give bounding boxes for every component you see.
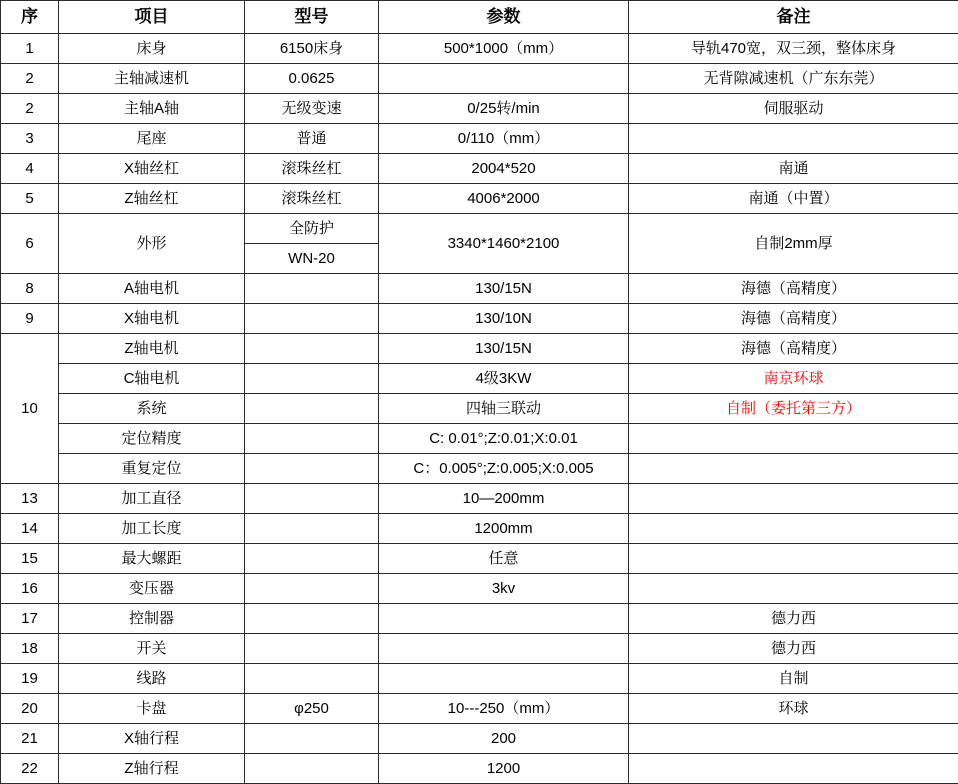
cell-note: 自制（委托第三方） — [629, 394, 958, 424]
table-row — [1, 64, 958, 94]
cell-seq: 2 — [1, 94, 59, 124]
table-row — [1, 274, 958, 304]
cell-model — [245, 574, 379, 604]
table-header-row — [1, 1, 958, 34]
cell-note: 海德（高精度） — [629, 274, 958, 304]
cell-param — [379, 664, 629, 694]
cell-item: 主轴减速机 — [59, 64, 245, 94]
cell-seq: 16 — [1, 574, 59, 604]
cell-item: 重复定位 — [59, 454, 245, 484]
table-row — [1, 664, 958, 694]
cell-item: X轴电机 — [59, 304, 245, 334]
cell-item: 床身 — [59, 34, 245, 64]
cell-param: 任意 — [379, 544, 629, 574]
cell-item: 加工直径 — [59, 484, 245, 514]
cell-param — [379, 634, 629, 664]
cell-model — [245, 544, 379, 574]
cell-seq: 19 — [1, 664, 59, 694]
table-row — [1, 484, 958, 514]
cell-param: 130/15N — [379, 334, 629, 364]
cell-param: 3340*1460*2100 — [379, 214, 629, 274]
cell-item: 加工长度 — [59, 514, 245, 544]
cell-model — [245, 424, 379, 454]
cell-param: 0/25转/min — [379, 94, 629, 124]
cell-param: C: 0.01°;Z:0.01;X:0.01 — [379, 424, 629, 454]
table-row — [1, 94, 958, 124]
cell-item: 定位精度 — [59, 424, 245, 454]
column-header-param: 参数 — [379, 1, 629, 34]
cell-param: 1200 — [379, 754, 629, 784]
cell-param: 500*1000（mm） — [379, 34, 629, 64]
cell-model: 滚珠丝杠 — [245, 154, 379, 184]
cell-param: 1200mm — [379, 514, 629, 544]
cell-seq: 13 — [1, 484, 59, 514]
cell-seq: 17 — [1, 604, 59, 634]
cell-model: 滚珠丝杠 — [245, 184, 379, 214]
table-row — [1, 34, 958, 64]
cell-seq: 4 — [1, 154, 59, 184]
cell-seq: 5 — [1, 184, 59, 214]
cell-param: 4级3KW — [379, 364, 629, 394]
column-header-note: 备注 — [629, 1, 958, 34]
cell-note: 南通 — [629, 154, 958, 184]
table-row — [1, 154, 958, 184]
cell-item: 尾座 — [59, 124, 245, 154]
cell-model — [245, 514, 379, 544]
cell-item: 控制器 — [59, 604, 245, 634]
cell-note: 海德（高精度） — [629, 304, 958, 334]
cell-model: 0.0625 — [245, 64, 379, 94]
cell-model — [245, 604, 379, 634]
cell-note: 自制 — [629, 664, 958, 694]
table-row — [1, 454, 958, 484]
cell-param: 130/10N — [379, 304, 629, 334]
cell-item: 变压器 — [59, 574, 245, 604]
cell-note: 无背隙减速机（广东东莞） — [629, 64, 958, 94]
cell-model: 全防护 — [245, 214, 379, 244]
cell-model — [245, 394, 379, 424]
cell-item: 开关 — [59, 634, 245, 664]
table-row — [1, 334, 958, 364]
cell-param: 3kv — [379, 574, 629, 604]
cell-note: 德力西 — [629, 604, 958, 634]
cell-model — [245, 484, 379, 514]
table-row — [1, 514, 958, 544]
cell-item: X轴丝杠 — [59, 154, 245, 184]
cell-note — [629, 544, 958, 574]
table-row — [1, 394, 958, 424]
cell-item: Z轴丝杠 — [59, 184, 245, 214]
cell-model — [245, 634, 379, 664]
cell-item: X轴行程 — [59, 724, 245, 754]
cell-note: 南通（中置） — [629, 184, 958, 214]
cell-seq: 10 — [1, 334, 59, 484]
cell-item: 主轴A轴 — [59, 94, 245, 124]
cell-note — [629, 574, 958, 604]
cell-note: 自制2mm厚 — [629, 214, 958, 274]
cell-note — [629, 124, 958, 154]
table-row — [1, 184, 958, 214]
cell-item: 卡盘 — [59, 694, 245, 724]
cell-note — [629, 754, 958, 784]
table-row — [1, 544, 958, 574]
cell-param: 四轴三联动 — [379, 394, 629, 424]
cell-model — [245, 334, 379, 364]
cell-param: 10—200mm — [379, 484, 629, 514]
cell-model — [245, 304, 379, 334]
cell-param — [379, 604, 629, 634]
cell-item: 系统 — [59, 394, 245, 424]
cell-param — [379, 64, 629, 94]
cell-model — [245, 754, 379, 784]
cell-seq: 20 — [1, 694, 59, 724]
table-row — [1, 694, 958, 724]
table-row — [1, 754, 958, 784]
cell-param: 200 — [379, 724, 629, 754]
cell-note: 伺服驱动 — [629, 94, 958, 124]
cell-item: Z轴电机 — [59, 334, 245, 364]
cell-seq: 9 — [1, 304, 59, 334]
cell-seq: 8 — [1, 274, 59, 304]
cell-model — [245, 454, 379, 484]
cell-model — [245, 664, 379, 694]
cell-seq: 22 — [1, 754, 59, 784]
table-row — [1, 214, 958, 244]
table-header — [1, 1, 958, 34]
cell-seq: 6 — [1, 214, 59, 274]
cell-item: A轴电机 — [59, 274, 245, 304]
cell-param: 130/15N — [379, 274, 629, 304]
table-body — [1, 34, 958, 784]
cell-model: φ250 — [245, 694, 379, 724]
cell-param: 0/110（mm） — [379, 124, 629, 154]
table-row — [1, 364, 958, 394]
table-row — [1, 124, 958, 154]
cell-note: 南京环球 — [629, 364, 958, 394]
cell-seq: 3 — [1, 124, 59, 154]
cell-model — [245, 364, 379, 394]
column-header-item: 项目 — [59, 1, 245, 34]
cell-note: 环球 — [629, 694, 958, 724]
table-row — [1, 724, 958, 754]
cell-model — [245, 724, 379, 754]
cell-param: 2004*520 — [379, 154, 629, 184]
cell-model: 6150床身 — [245, 34, 379, 64]
cell-note — [629, 424, 958, 454]
cell-seq: 1 — [1, 34, 59, 64]
cell-param: 10---250（mm） — [379, 694, 629, 724]
table-row — [1, 424, 958, 454]
cell-seq: 14 — [1, 514, 59, 544]
cell-seq: 2 — [1, 64, 59, 94]
cell-note: 导轨470宽，双三颈，整体床身 — [629, 34, 958, 64]
column-header-seq: 序 — [1, 1, 59, 34]
column-header-model: 型号 — [245, 1, 379, 34]
cell-param: 4006*2000 — [379, 184, 629, 214]
cell-item: 外形 — [59, 214, 245, 274]
cell-model: 无级变速 — [245, 94, 379, 124]
cell-note: 海德（高精度） — [629, 334, 958, 364]
table-row — [1, 304, 958, 334]
cell-seq: 18 — [1, 634, 59, 664]
table-row — [1, 604, 958, 634]
cell-note — [629, 454, 958, 484]
cell-item: Z轴行程 — [59, 754, 245, 784]
cell-model: WN-20 — [245, 244, 379, 274]
cell-model: 普通 — [245, 124, 379, 154]
cell-note — [629, 484, 958, 514]
cell-seq: 15 — [1, 544, 59, 574]
cell-seq: 21 — [1, 724, 59, 754]
cell-note — [629, 724, 958, 754]
cell-item: 最大螺距 — [59, 544, 245, 574]
cell-param: C：0.005°;Z:0.005;X:0.005 — [379, 454, 629, 484]
table-row — [1, 634, 958, 664]
cell-item: C轴电机 — [59, 364, 245, 394]
table-row — [1, 574, 958, 604]
cell-item: 线路 — [59, 664, 245, 694]
cell-note — [629, 514, 958, 544]
cell-note: 德力西 — [629, 634, 958, 664]
cell-model — [245, 274, 379, 304]
